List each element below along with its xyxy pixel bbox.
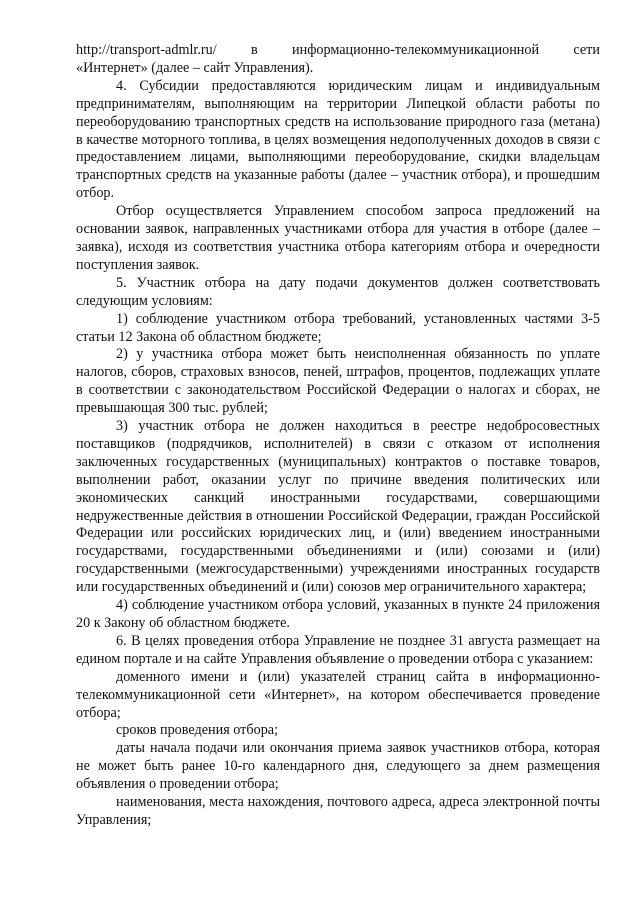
paragraph-item-5: 5. Участник отбора на дату подачи документов должен соответствовать следующим условиям: — [76, 274, 600, 309]
condition-2: 2) у участника отбора может быть неисполненная обязанность по уплате налогов, сборов, страховых взносов, пеней, штрафов, процентов, подлежащих уплате в соответствии с законодательством Российской Федерации о налогах и сборах, не превышающая 300 тыс. рублей; — [76, 346, 600, 417]
condition-4: 4) соблюдение участником отбора условий, указанных в пункте 24 приложения 20 к Закону об областном бюджете. — [76, 597, 600, 631]
url-line-word: информационно-телекоммуникационной — [292, 42, 540, 58]
paragraph-item-6: 6. В целях проведения отбора Управление не позднее 31 августа размещает на едином портале и на сайте Управления объявление о проведении отбора с указанием: — [76, 632, 600, 667]
paragraph: Отбор осуществляется Управлением способом запроса предложений на основании заявок, направленных участниками отбора для участия в отборе (далее – заявка), исходя из соответствия участника отбора категориям отбора и очередности поступления заявок. — [76, 203, 600, 273]
site-url: http://transport-admlr.ru/ — [76, 42, 217, 58]
condition-1: 1) соблюдение участником отбора требований, установленных частями 3-5 статьи 12 Закона об областном бюджете; — [76, 310, 600, 345]
url-line-word: в — [251, 42, 258, 58]
list-item: даты начала подачи или окончания приема заявок участников отбора, которая не может быть ранее 10-го календарного дня, следующего за днем размещения объявления о проведении отбора; — [76, 740, 600, 793]
url-line — [76, 42, 600, 60]
paragraph: «Интернет» (далее – сайт Управления). — [76, 59, 314, 76]
url-line-word: сети — [573, 42, 600, 58]
paragraph-item-4: 4. Субсидии предоставляются юридическим лицам и индивидуальным предпринимателям, выполняющим на территории Липецкой области работы по переоборудованию транспортных средств на использование природного газа (метана) в качестве моторного топлива, в целях возмещения недополученных доходов в связи с предоставлением лицами, выполняющими переоборудование, скидки владельцам транспортных средств на указанные работы (далее – участник отбора), и прошедшим отбор. — [76, 77, 600, 202]
list-item: сроков проведения отбора; — [116, 722, 279, 739]
list-item: наименования, места нахождения, почтового адреса, адреса электронной почты Управления; — [76, 794, 600, 828]
condition-3: 3) участник отбора не должен находиться в реестре недобросовестных поставщиков (подрядчиков, исполнителей) в связи с отказом от исполнения заключенных государственных (муниципальных) контрактов о поставке товаров, выполнении работ, оказании услуг по причине введения политических или экономических санкций иностранными государствами, совершающими недружественные действия в отношении Российской Федерации, граждан Российской Федерации или российских юридических лиц, и (или) введением иностранными государствами, государственными объединениями и (или) союзами и (или) государственными (межгосударственными) учреждениями иностранных государств или государственных объединений и (или) союзов мер ограничительного характера; — [76, 418, 600, 596]
document-page — [76, 42, 600, 830]
list-item: доменного имени и (или) указателей страниц сайта в информационно-телекоммуникационной сети «Интернет», на котором обеспечивается проведение отбора; — [76, 668, 600, 721]
